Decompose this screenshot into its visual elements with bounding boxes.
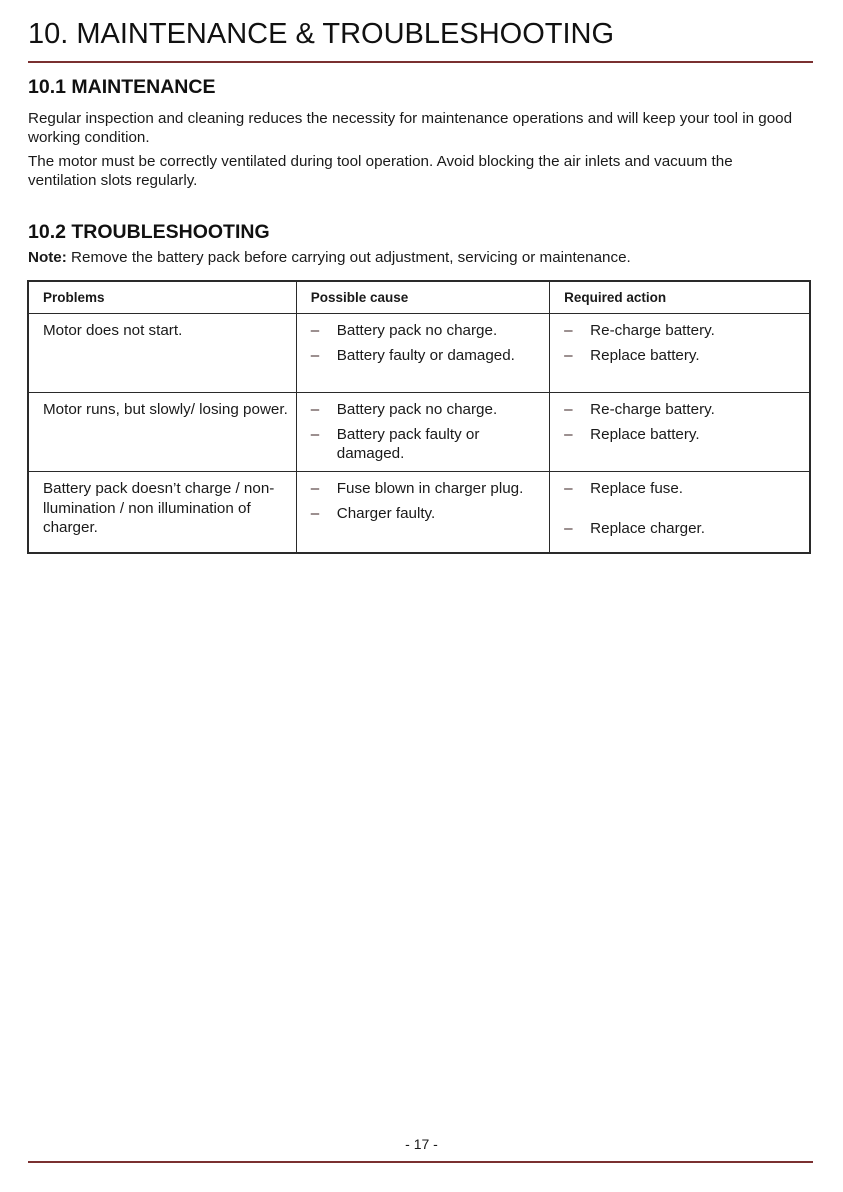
action-text: Re-charge battery.	[590, 322, 715, 339]
troubleshooting-table	[27, 280, 811, 554]
dash-bullet: –	[564, 322, 573, 339]
page-number: - 17 -	[405, 1136, 438, 1152]
action-cell	[550, 472, 810, 553]
action-item	[564, 425, 803, 445]
table-row	[28, 393, 810, 472]
cause-item	[311, 400, 543, 420]
cause-text: Charger faulty.	[336, 504, 436, 522]
cause-item	[311, 425, 543, 464]
table-row	[28, 314, 810, 393]
action-text: Replace charger.	[590, 519, 705, 537]
troubleshooting-heading: 10.2 TROUBLESHOOTING	[28, 221, 270, 243]
action-item	[564, 346, 803, 366]
column-header-possible-cause: Possible cause	[296, 281, 549, 314]
dash-bullet: –	[564, 480, 573, 497]
cause-cell	[296, 472, 549, 553]
maintenance-paragraph-2: The motor must be correctly ventilated during tool operation. Avoid blocking the air inlets and vacuum the ventilation slots regularly.	[28, 153, 733, 189]
cause-cell	[296, 393, 549, 472]
dash-bullet: –	[310, 322, 320, 339]
footer-divider	[28, 1161, 813, 1163]
action-cell	[550, 393, 810, 472]
table-header-row	[28, 281, 810, 314]
action-item	[564, 479, 803, 499]
cause-item	[311, 479, 543, 499]
action-text: Replace fuse.	[590, 480, 684, 497]
action-text: Replace battery.	[590, 346, 700, 364]
cause-text: Battery pack no charge.	[336, 322, 498, 339]
dash-bullet: –	[310, 504, 320, 522]
cause-text: Battery pack faulty or damaged.	[336, 425, 480, 462]
dash-bullet: –	[310, 425, 320, 443]
action-item	[564, 519, 803, 539]
action-item	[564, 400, 803, 420]
note-label: Note:	[28, 249, 67, 266]
page-title: 10. MAINTENANCE & TROUBLESHOOTING	[28, 18, 615, 50]
action-text: Replace battery.	[590, 425, 700, 443]
dash-bullet: –	[564, 401, 573, 418]
troubleshooting-note	[28, 248, 631, 267]
maintenance-paragraph-1: Regular inspection and cleaning reduces the necessity for maintenance operations and will keep your tool in good working condition.	[28, 110, 793, 146]
cause-text: Battery faulty or damaged.	[336, 346, 515, 364]
cause-item	[311, 321, 543, 341]
dash-bullet: –	[310, 480, 320, 497]
dash-bullet: –	[564, 346, 573, 364]
action-text: Re-charge battery.	[590, 401, 715, 418]
action-item	[564, 321, 803, 341]
column-header-required-action: Required action	[550, 281, 810, 314]
maintenance-heading: 10.1 MAINTENANCE	[28, 76, 216, 98]
problem-cell: Battery pack doesn’t charge / non-llumination / non illumination of charger.	[28, 472, 296, 553]
title-divider	[28, 61, 813, 63]
cause-item	[311, 504, 543, 524]
problem-cell: Motor runs, but slowly/ losing power.	[28, 393, 296, 472]
dash-bullet: –	[564, 519, 573, 537]
cause-text: Fuse blown in charger plug.	[336, 480, 524, 497]
note-text: Remove the battery pack before carrying out adjustment, servicing or maintenance.	[71, 249, 631, 266]
dash-bullet: –	[310, 346, 320, 364]
problem-cell: Motor does not start.	[28, 314, 296, 393]
table-row	[28, 472, 810, 553]
action-cell	[550, 314, 810, 393]
cause-text: Battery pack no charge.	[336, 401, 498, 418]
cause-item	[311, 346, 543, 366]
column-header-problems: Problems	[28, 281, 296, 314]
cause-cell	[296, 314, 549, 393]
dash-bullet: –	[564, 425, 573, 443]
dash-bullet: –	[310, 401, 320, 418]
